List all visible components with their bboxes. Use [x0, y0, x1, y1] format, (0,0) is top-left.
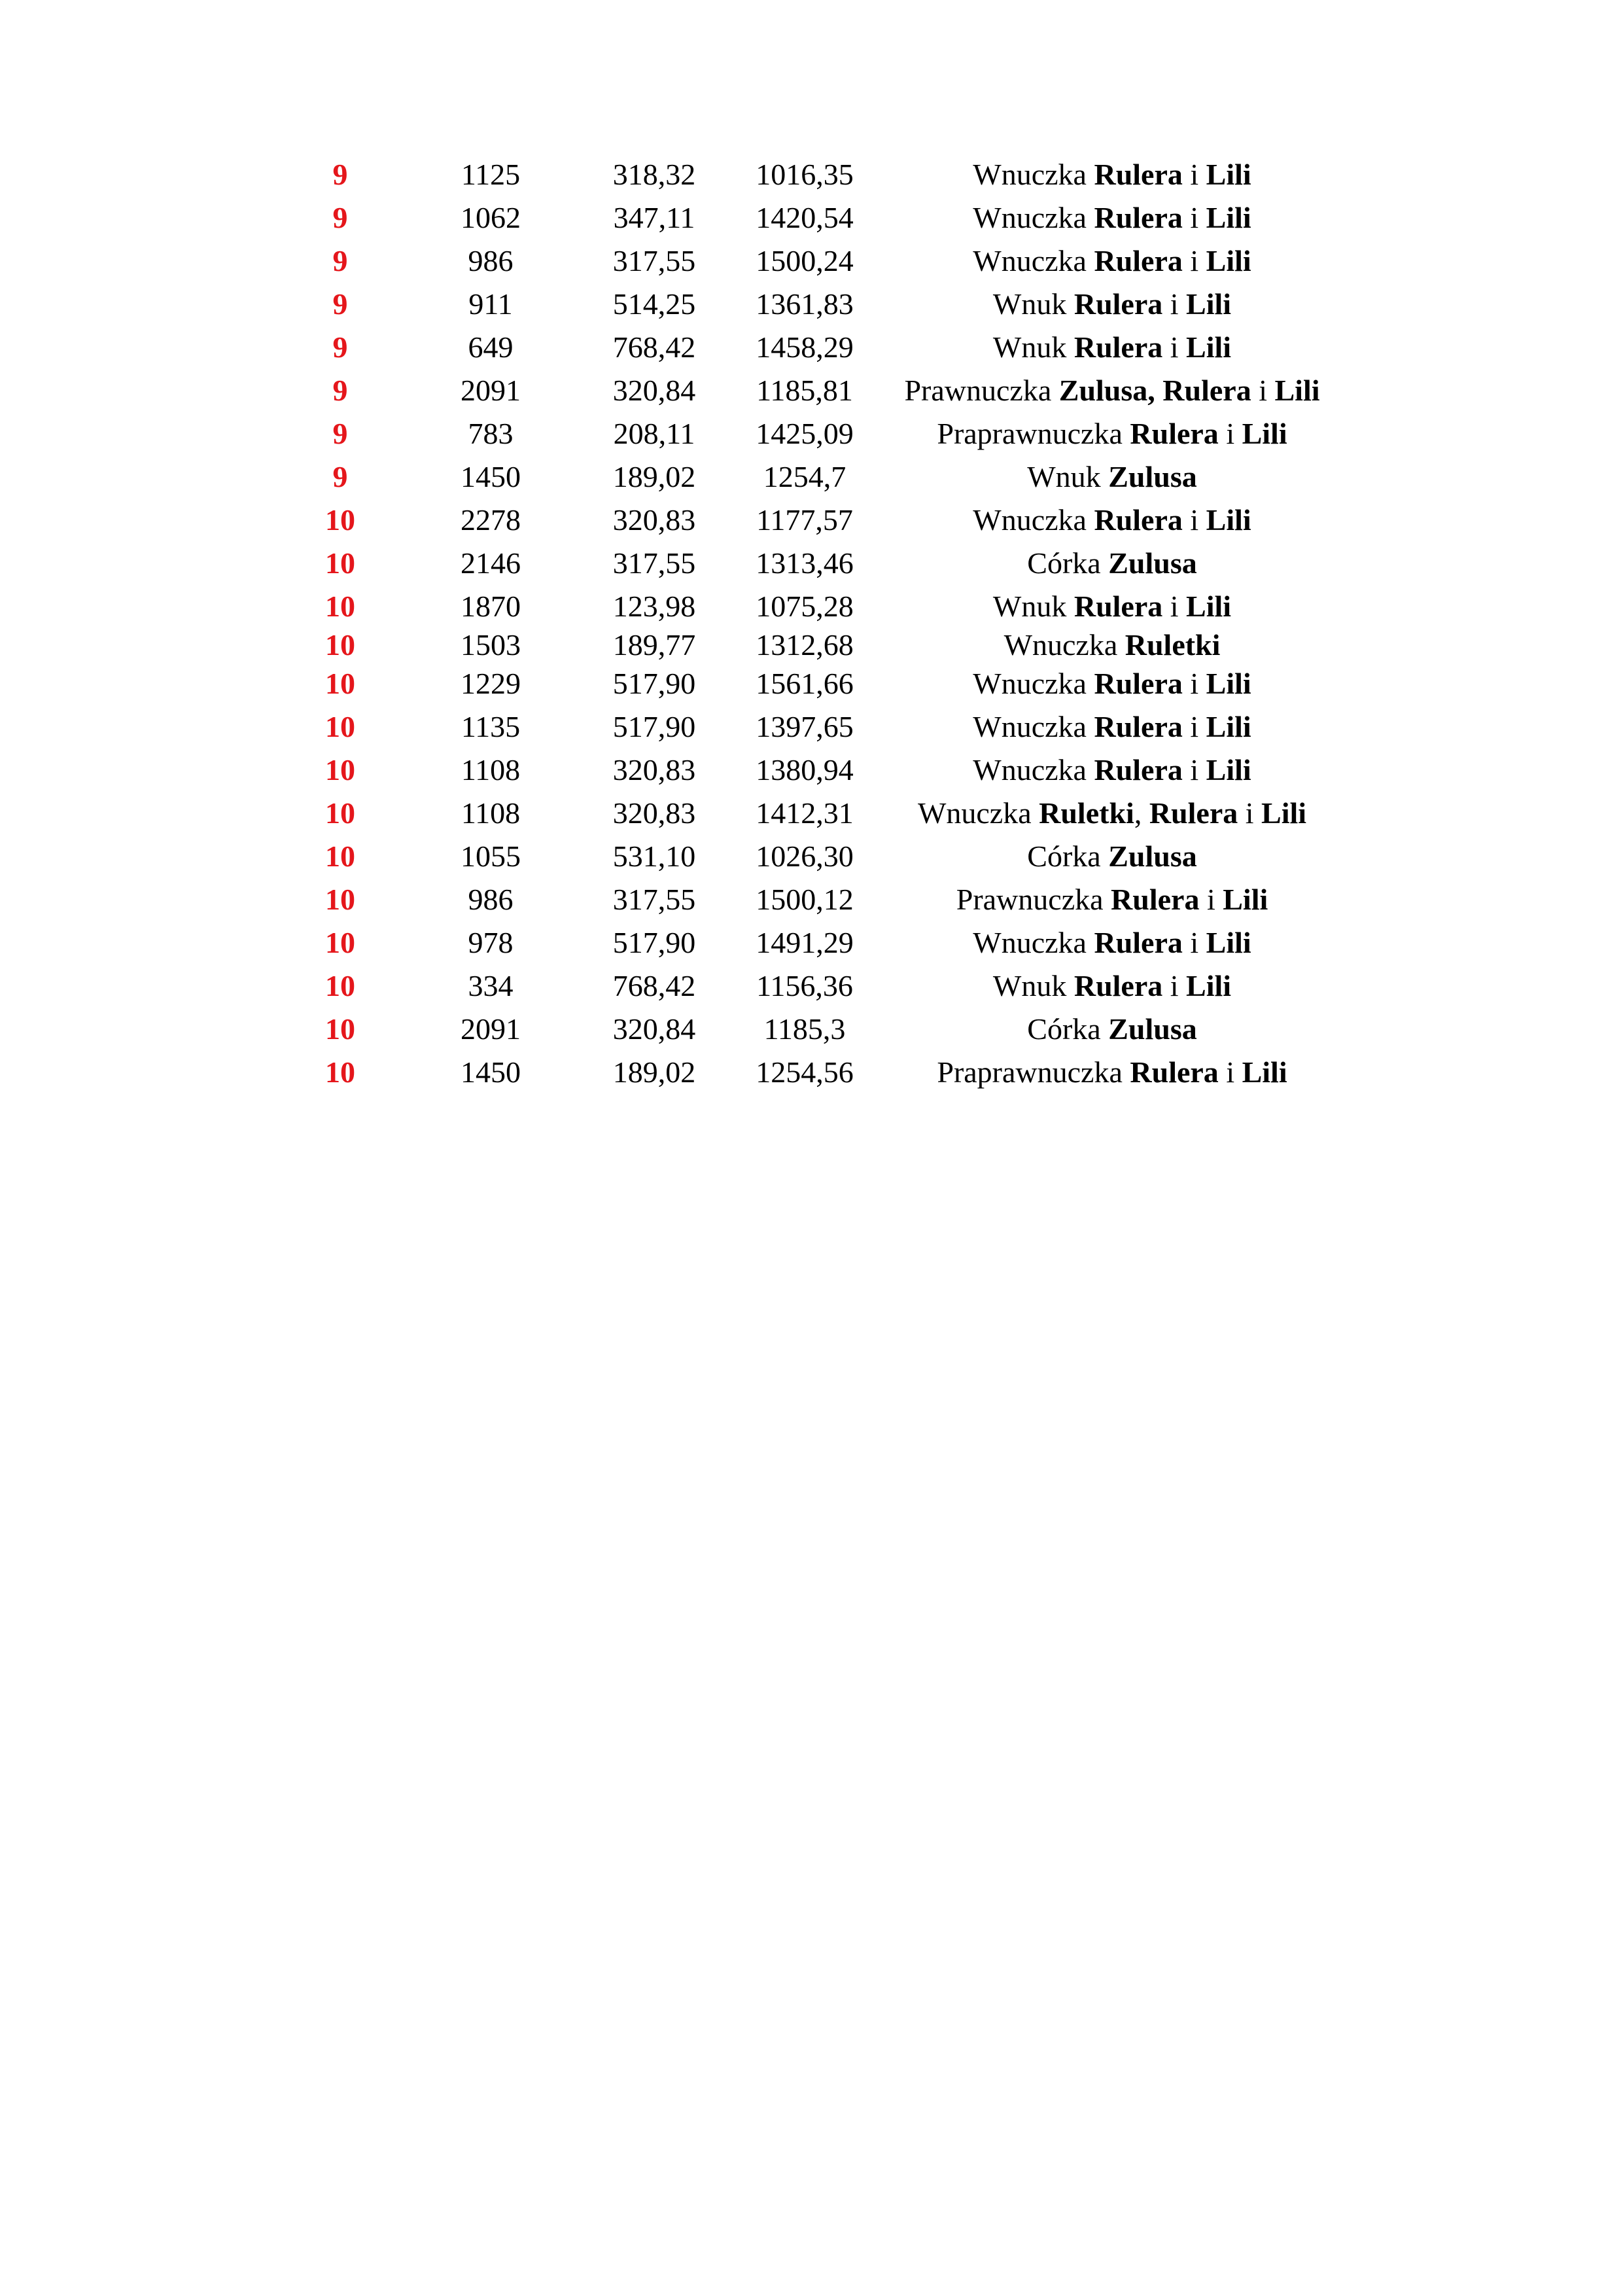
id-cell: 2091: [461, 374, 521, 407]
relation-name: Lili: [1186, 969, 1232, 1002]
id-cell: 1450: [461, 1055, 521, 1089]
table-row: [0, 624, 1623, 662]
table-row: [0, 326, 1623, 369]
relation-name: Rulera: [1094, 753, 1183, 786]
generation-cell: 9: [332, 417, 348, 450]
id-cell: 1108: [461, 753, 521, 786]
x-value-cell: 320,83: [612, 503, 696, 537]
relation-name: Lili: [1206, 503, 1251, 537]
relation-name: Lili: [1206, 667, 1251, 700]
relation-text: Wnuczka: [1003, 628, 1125, 662]
id-cell: 783: [468, 417, 514, 450]
relation-text: i: [1162, 969, 1187, 1002]
relation-text: i: [1182, 503, 1206, 537]
relation-name: Zulusa, Rulera: [1058, 374, 1251, 407]
table-row: [0, 499, 1623, 542]
x-value-cell: 517,90: [612, 926, 696, 959]
table-row: [0, 542, 1623, 585]
relation-text: Wnuczka: [973, 244, 1094, 277]
id-cell: 911: [468, 287, 513, 321]
table-row: [0, 412, 1623, 455]
relation-name: Rulera: [1073, 590, 1163, 623]
relation-text: i: [1162, 330, 1187, 364]
relation-text: i: [1162, 590, 1187, 623]
generation-cell: 9: [332, 330, 348, 364]
x-value-cell: 531,10: [612, 839, 696, 873]
id-cell: 1125: [461, 158, 521, 191]
generation-cell: 9: [332, 244, 348, 277]
relation-name: Lili: [1274, 374, 1320, 407]
generation-cell: 10: [325, 796, 355, 830]
relation-cell: [850, 542, 1374, 585]
relation-cell: [850, 499, 1374, 542]
generation-cell: 9: [332, 287, 348, 321]
table-row: [0, 196, 1623, 239]
table-row: [0, 239, 1623, 283]
relation-cell: [850, 1051, 1374, 1094]
id-cell: 1108: [461, 796, 521, 830]
relation-name: Rulera: [1094, 244, 1183, 277]
y-value-cell: 1313,46: [756, 546, 854, 580]
relation-text: Wnuk: [992, 590, 1074, 623]
generation-cell: 10: [325, 969, 355, 1002]
relation-name: Zulusa: [1108, 839, 1197, 873]
id-cell: 1135: [461, 710, 521, 743]
y-value-cell: 1397,65: [756, 710, 854, 743]
generation-cell: 9: [332, 374, 348, 407]
relation-cell: [850, 326, 1374, 369]
generation-cell: 10: [325, 546, 355, 580]
relation-cell: [850, 705, 1374, 749]
y-value-cell: 1420,54: [756, 201, 854, 234]
relation-cell: [850, 921, 1374, 964]
relation-name: Lili: [1206, 753, 1251, 786]
table-row: [0, 705, 1623, 749]
relation-text: i: [1182, 926, 1206, 959]
x-value-cell: 189,77: [612, 628, 696, 662]
relation-cell: [850, 412, 1374, 455]
relation-name: Lili: [1186, 330, 1232, 364]
relation-cell: [850, 1008, 1374, 1051]
relation-name: Lili: [1186, 287, 1232, 321]
y-value-cell: 1500,24: [756, 244, 854, 277]
relation-cell: [850, 624, 1374, 667]
relation-text: i: [1182, 753, 1206, 786]
relation-cell: [850, 792, 1374, 835]
y-value-cell: 1500,12: [756, 883, 854, 916]
id-cell: 2091: [461, 1012, 521, 1046]
relation-name: Rulera: [1073, 969, 1163, 1002]
relation-text: i: [1182, 201, 1206, 234]
y-value-cell: 1254,56: [756, 1055, 854, 1089]
y-value-cell: 1312,68: [756, 628, 854, 662]
x-value-cell: 768,42: [612, 330, 696, 364]
relation-text: i: [1162, 287, 1187, 321]
table-row: [0, 878, 1623, 921]
relation-cell: [850, 369, 1374, 412]
x-value-cell: 320,84: [612, 374, 696, 407]
relation-cell: [850, 455, 1374, 499]
relation-text: i: [1182, 244, 1206, 277]
x-value-cell: 189,02: [612, 460, 696, 493]
generation-cell: 10: [325, 926, 355, 959]
y-value-cell: 1458,29: [756, 330, 854, 364]
generation-cell: 9: [332, 201, 348, 234]
relation-text: Prawnuczka: [956, 883, 1111, 916]
table-row: [0, 964, 1623, 1008]
relation-name: Lili: [1223, 883, 1268, 916]
generation-cell: 10: [325, 1055, 355, 1089]
x-value-cell: 123,98: [612, 590, 696, 623]
relation-text: Wnuk: [992, 969, 1074, 1002]
relation-text: i: [1199, 883, 1223, 916]
generation-cell: 10: [325, 753, 355, 786]
y-value-cell: 1491,29: [756, 926, 854, 959]
relation-name: Rulera: [1094, 158, 1183, 191]
relation-cell: [850, 585, 1374, 628]
generation-cell: 10: [325, 628, 355, 662]
relation-text: i: [1218, 417, 1242, 450]
relation-text: Córka: [1027, 546, 1109, 580]
x-value-cell: 189,02: [612, 1055, 696, 1089]
relation-text: Praprawnuczka: [937, 417, 1130, 450]
x-value-cell: 320,83: [612, 753, 696, 786]
relation-text: Wnuczka: [973, 753, 1094, 786]
relation-text: i: [1182, 158, 1206, 191]
x-value-cell: 318,32: [612, 158, 696, 191]
id-cell: 1450: [461, 460, 521, 493]
table-row: [0, 921, 1623, 964]
relation-text: Córka: [1027, 839, 1109, 873]
table-row: [0, 455, 1623, 499]
relation-text: i: [1182, 667, 1206, 700]
relation-text: i: [1182, 710, 1206, 743]
relation-name: Zulusa: [1108, 460, 1197, 493]
y-value-cell: 1425,09: [756, 417, 854, 450]
relation-text: Wnuk: [1027, 460, 1109, 493]
table-row: [0, 749, 1623, 792]
y-value-cell: 1075,28: [756, 590, 854, 623]
relation-text: Wnuczka: [917, 796, 1039, 830]
relation-cell: [850, 153, 1374, 196]
relation-text: Córka: [1027, 1012, 1109, 1046]
id-cell: 1055: [461, 839, 521, 873]
relation-name: Rulera: [1073, 287, 1163, 321]
generation-cell: 10: [325, 590, 355, 623]
generation-cell: 10: [325, 839, 355, 873]
relation-name: Lili: [1206, 244, 1251, 277]
id-cell: 1229: [461, 667, 521, 700]
id-cell: 649: [468, 330, 514, 364]
relation-name: Lili: [1206, 926, 1251, 959]
relation-text: i: [1238, 796, 1262, 830]
generation-cell: 10: [325, 710, 355, 743]
relation-cell: [850, 749, 1374, 792]
generation-cell: 10: [325, 503, 355, 537]
relation-cell: [850, 196, 1374, 239]
relation-cell: [850, 964, 1374, 1008]
relation-name: Rulera: [1094, 926, 1183, 959]
relation-name: Rulera: [1111, 883, 1200, 916]
generation-cell: 9: [332, 460, 348, 493]
relation-name: Ruletki: [1125, 628, 1221, 662]
id-cell: 1062: [461, 201, 521, 234]
relation-name: Rulera: [1130, 417, 1219, 450]
id-cell: 2146: [461, 546, 521, 580]
relation-text: Wnuczka: [973, 667, 1094, 700]
relation-name: Rulera: [1149, 796, 1238, 830]
relation-text: i: [1218, 1055, 1242, 1089]
relation-text: Wnuczka: [973, 503, 1094, 537]
y-value-cell: 1380,94: [756, 753, 854, 786]
relation-name: Rulera: [1094, 503, 1183, 537]
relation-text: i: [1251, 374, 1275, 407]
x-value-cell: 317,55: [612, 546, 696, 580]
relation-text: Wnuczka: [973, 158, 1094, 191]
x-value-cell: 514,25: [612, 287, 696, 321]
relation-text: ,: [1134, 796, 1149, 830]
generation-cell: 9: [332, 158, 348, 191]
table-row: [0, 369, 1623, 412]
relation-name: Rulera: [1130, 1055, 1219, 1089]
x-value-cell: 317,55: [612, 883, 696, 916]
x-value-cell: 320,84: [612, 1012, 696, 1046]
relation-cell: [850, 283, 1374, 326]
relation-name: Lili: [1242, 1055, 1287, 1089]
y-value-cell: 1156,36: [756, 969, 853, 1002]
relation-name: Lili: [1261, 796, 1307, 830]
y-value-cell: 1185,3: [763, 1012, 846, 1046]
relation-name: Rulera: [1094, 201, 1183, 234]
relation-cell: [850, 662, 1374, 705]
id-cell: 334: [468, 969, 514, 1002]
relation-name: Zulusa: [1108, 1012, 1197, 1046]
x-value-cell: 208,11: [613, 417, 695, 450]
relation-name: Rulera: [1073, 330, 1163, 364]
table-row: [0, 835, 1623, 878]
y-value-cell: 1254,7: [763, 460, 846, 493]
y-value-cell: 1561,66: [756, 667, 854, 700]
relation-text: Wnuczka: [973, 926, 1094, 959]
id-cell: 1503: [461, 628, 521, 662]
y-value-cell: 1026,30: [756, 839, 854, 873]
id-cell: 978: [468, 926, 514, 959]
data-table: [0, 153, 1623, 1094]
y-value-cell: 1361,83: [756, 287, 854, 321]
relation-name: Rulera: [1094, 667, 1183, 700]
table-row: [0, 792, 1623, 835]
x-value-cell: 347,11: [613, 201, 695, 234]
relation-name: Lili: [1186, 590, 1232, 623]
relation-name: Ruletki: [1039, 796, 1134, 830]
relation-cell: [850, 878, 1374, 921]
table-row: [0, 153, 1623, 196]
id-cell: 2278: [461, 503, 521, 537]
id-cell: 986: [468, 883, 514, 916]
relation-text: Prawnuczka: [904, 374, 1059, 407]
relation-name: Lili: [1206, 158, 1251, 191]
table-row: [0, 585, 1623, 624]
relation-text: Wnuczka: [973, 710, 1094, 743]
generation-cell: 10: [325, 883, 355, 916]
relation-cell: [850, 835, 1374, 878]
relation-text: Wnuk: [992, 330, 1074, 364]
relation-cell: [850, 239, 1374, 283]
relation-name: Lili: [1242, 417, 1287, 450]
relation-text: Wnuczka: [973, 201, 1094, 234]
y-value-cell: 1412,31: [756, 796, 854, 830]
relation-name: Lili: [1206, 710, 1251, 743]
y-value-cell: 1016,35: [756, 158, 854, 191]
x-value-cell: 317,55: [612, 244, 696, 277]
table-row: [0, 662, 1623, 705]
table-row: [0, 1051, 1623, 1094]
relation-text: Wnuk: [992, 287, 1074, 321]
y-value-cell: 1177,57: [756, 503, 853, 537]
x-value-cell: 517,90: [612, 667, 696, 700]
table-row: [0, 283, 1623, 326]
generation-cell: 10: [325, 1012, 355, 1046]
relation-name: Rulera: [1094, 710, 1183, 743]
x-value-cell: 320,83: [612, 796, 696, 830]
id-cell: 986: [468, 244, 514, 277]
x-value-cell: 517,90: [612, 710, 696, 743]
table-row: [0, 1008, 1623, 1051]
x-value-cell: 768,42: [612, 969, 696, 1002]
relation-name: Lili: [1206, 201, 1251, 234]
generation-cell: 10: [325, 667, 355, 700]
id-cell: 1870: [461, 590, 521, 623]
relation-text: Praprawnuczka: [937, 1055, 1130, 1089]
relation-name: Zulusa: [1108, 546, 1197, 580]
y-value-cell: 1185,81: [756, 374, 853, 407]
